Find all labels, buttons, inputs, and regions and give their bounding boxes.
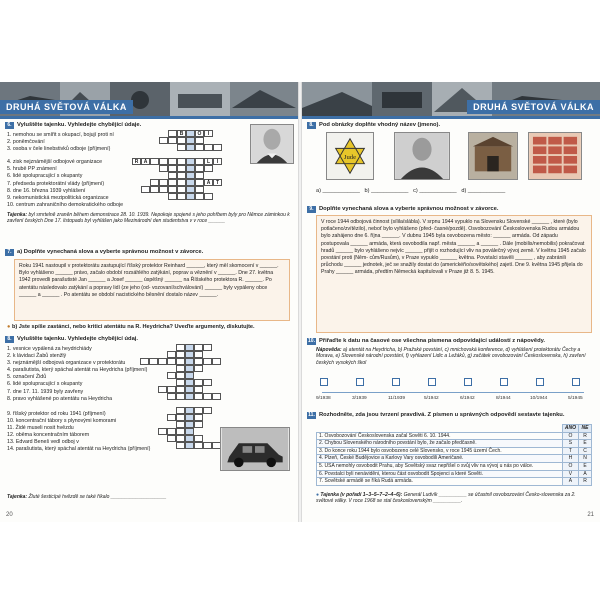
- crossword-cell[interactable]: [194, 421, 203, 428]
- crossword-cell[interactable]: [185, 358, 194, 365]
- crossword-cell[interactable]: [168, 158, 177, 165]
- crossword-cell[interactable]: [167, 358, 176, 365]
- crossword-cell[interactable]: [159, 186, 168, 193]
- fill-text: května. Povstalci stavěli: [458, 255, 514, 262]
- tajenka-text: byl smrtelně zraněn během demonstrace 28. 10. 1939. Nepokoje spojené s jeho pohřbem byly pro Němce záminkou k zavření českých: [7, 212, 290, 225]
- fill-text: (mobilis/nemobilis) pokračovat hradů: [321, 240, 585, 254]
- task-instruction: a) Doplňte vynechaná slova a vyberte správnou možnost v závorce.: [17, 249, 204, 255]
- portrait-photo: [250, 124, 294, 164]
- task-8b-heading: [307, 122, 592, 129]
- crossword-cell[interactable]: [150, 158, 159, 165]
- yellow-star-badge-image: [326, 132, 374, 180]
- crossword-cell[interactable]: [176, 365, 185, 372]
- fill-text: Dne 27. května 1942 provedli parašutisté Jan: [19, 270, 274, 284]
- task-number: 11.: [308, 412, 315, 418]
- table-row: [317, 432, 592, 440]
- timeline-slot[interactable]: [320, 378, 328, 386]
- crossword-cell[interactable]: [159, 158, 168, 165]
- clue: 10. centrum zahraničního demokratického odboje: [7, 201, 124, 208]
- task-number: 8.: [307, 122, 316, 129]
- tajenka-year: v roce: [193, 218, 208, 225]
- crossword-cell[interactable]: [203, 379, 212, 386]
- page-number: 21: [587, 512, 594, 518]
- task-instruction: Přiřaďte k datu na časové ose všechna písmena odpovídající událostí z nápovědy.: [319, 338, 546, 344]
- timeline-slot[interactable]: [572, 378, 580, 386]
- crossword-cell[interactable]: [176, 386, 185, 393]
- crossword-cell[interactable]: [176, 379, 185, 386]
- crossword-cell[interactable]: [195, 186, 204, 193]
- crossword-cell[interactable]: [150, 186, 159, 193]
- task-11-heading: [307, 412, 592, 419]
- crossword-cell[interactable]: [186, 193, 195, 200]
- task-10-hint: [316, 347, 592, 366]
- discussion-icon: ●: [7, 324, 11, 330]
- crossword-cell[interactable]: [159, 137, 168, 144]
- statement: 3. Do konce roku 1944 bylo osvobozeno celé Slovensko, v roce 1945 území Čech.: [317, 447, 563, 455]
- crossword-cell[interactable]: [168, 179, 177, 186]
- crossword-cell[interactable]: [177, 158, 186, 165]
- clue: 7. dne 17. 11. 1939 byly zavřeny: [7, 388, 84, 395]
- crossword-cell[interactable]: [186, 137, 195, 144]
- crossword-cell[interactable]: [168, 137, 177, 144]
- timeline-slot[interactable]: [536, 378, 544, 386]
- banner-title: DRUHÁ SVĚTOVÁ VÁLKA: [0, 100, 133, 114]
- page-number: 20: [6, 512, 13, 518]
- statement: 4. Plzeň, České Budějovice a Karlovy Vary osvobodili Američané.: [317, 455, 563, 463]
- crossword-cell[interactable]: I: [204, 130, 213, 137]
- task-instruction: Rozhodněte, zda jsou tvrzení pravdivá. Z písmen u správných odpovědí sestavte tajenku.: [319, 412, 565, 418]
- right-banner: [302, 82, 600, 116]
- left-page: [0, 82, 298, 522]
- crossword-cell[interactable]: [176, 414, 185, 421]
- crossword-cell[interactable]: T: [213, 179, 222, 186]
- hint-text: a) atentát na Heydricha, b) Pražské povstání, c) mnichovská konference, d) vyhlášení protektorátu Čechy a Morava, e) Slovenské národní povstání, f) vyhlazení Lidic a Ležáků, g) začátek osvobozování Československa, h) zavření českých vysokých škol: [316, 347, 586, 366]
- clue: 14. parašutista, který spáchal atentát na Heydricha (příjmení): [7, 446, 151, 453]
- ano-letter[interactable]: V: [562, 470, 578, 478]
- fill-text: na Říšského protektora R.: [183, 277, 244, 284]
- timeline: [316, 372, 592, 406]
- fill-text: jednotek, ječ se snažily dostat do (americkéño/sovětského) zajetí. Dne 9. května 1945 přijela: [362, 262, 576, 269]
- crossword-cell[interactable]: [195, 172, 204, 179]
- crossword-cell[interactable]: [158, 386, 167, 393]
- banner-title: DRUHÁ SVĚTOVÁ VÁLKA: [467, 100, 600, 114]
- crossword-cell[interactable]: [195, 193, 204, 200]
- crossword-cell[interactable]: [177, 137, 186, 144]
- crossword-cell[interactable]: [168, 172, 177, 179]
- ano-letter[interactable]: A: [562, 478, 578, 486]
- clue: 5. označení Židů: [7, 374, 47, 381]
- answer-label-a: a): [316, 188, 321, 194]
- crossword-cell[interactable]: [167, 393, 176, 400]
- fill-text: a: [37, 291, 41, 298]
- ano-letter[interactable]: S: [562, 440, 578, 448]
- crossword-cell[interactable]: [203, 393, 212, 400]
- task-8-tajenka: Tajenka: Žluté šesticípé hvězdě se také říkalo ____________________: [7, 494, 167, 500]
- crossword-cell[interactable]: [167, 386, 176, 393]
- crossword-cell[interactable]: B: [177, 130, 186, 137]
- clue: 6. lidé spolupracující s okupanty: [7, 173, 83, 180]
- crossword-cell[interactable]: [185, 407, 194, 414]
- ano-letter[interactable]: T: [562, 447, 578, 455]
- fill-text: přijít o rozhodující vliv na poválečný vývoj země. V květnu 1945 začalo povstání proti (Něm-: [321, 247, 586, 262]
- crossword-cell[interactable]: [186, 186, 195, 193]
- task-11-tajenka: ● Tajenka (v pořadí 1–3–5–7–2–4–6): Generál Ludvík __________ se účastnil osvobozování Česko-slovenska za 2. světové války. V roce 1968 se stal československým __________.: [316, 492, 576, 505]
- clue: 4. parašutista, který spáchal atentát na Heydricha (příjmení): [7, 367, 148, 374]
- crossword-cell[interactable]: [167, 372, 176, 379]
- crossword-cell[interactable]: [194, 344, 203, 351]
- fill-text: V dubnu 1945 byla osvobozena město:: [402, 233, 492, 240]
- clue: 9. nekomunistická mezipolitická organizace: [7, 194, 109, 201]
- tajenka-hint: (v pořadí 1–3–5–7–2–4–6):: [340, 492, 403, 498]
- crossword-cell[interactable]: [168, 186, 177, 193]
- crossword-cell[interactable]: [176, 372, 185, 379]
- clue: 4. zisk nejznámější odbojové organizace: [7, 159, 103, 166]
- crossword-cell[interactable]: [158, 358, 167, 365]
- crossword-cell[interactable]: [186, 165, 195, 172]
- ano-letter[interactable]: H: [562, 455, 578, 463]
- timeline-date: 9/1938: [316, 396, 331, 401]
- crossword-cell[interactable]: [177, 193, 186, 200]
- fill-text: Po atentátu následovalo zatýkání a popravy lidí (ze jeho (od-: [19, 277, 272, 291]
- clue: 3. nejznámější odbojová organizace v protektorátu: [7, 360, 126, 367]
- crossword-cell[interactable]: [194, 414, 203, 421]
- task-7-textbox: Roku 1941 nastoupil v protektorátu zastupující říšský protektor Reinhard ______, který měl skomocení v ______. Bylo vyhlášeno ______ právo, začalo období rozsáhlého zatýkání, poprav a věznění v ______. Dne 27. května 1942 provedli parašutisté Jan ______ a Josef ______ úspěšný ______ na Říšského protektora R. ______. Po atentátu následovalo zatýkání a popravy lidí (ze jeho (od- vozovaní/schválování) ______ byly vypáleny obce ______ a ______ . Po atentátu se období nacistického běsnění dostalo název ______.: [14, 259, 290, 321]
- timeline-slot[interactable]: [464, 378, 472, 386]
- clue: 12. oběma koncentračním táborem: [7, 432, 90, 439]
- ne-letter[interactable]: A: [579, 470, 592, 478]
- crossword-cell[interactable]: Á: [204, 179, 213, 186]
- ne-letter[interactable]: C: [579, 447, 592, 455]
- crossword-cell[interactable]: [185, 393, 194, 400]
- crossword-cell[interactable]: [185, 351, 194, 358]
- clue: 1. nemohou se smířit s okupací, bojují proti ní: [7, 132, 114, 138]
- crossword-cell[interactable]: [203, 407, 212, 414]
- timeline-date: 6/1942: [460, 396, 475, 401]
- statement: 1. Osvobozování Československa začal Sověti 6. 10. 1944.: [317, 432, 563, 440]
- answer-label-d: d): [461, 188, 467, 194]
- tajenka-text-2: Dne 17. listopadu byl vyhlášen jako Mezinárodní den studentstva v: [44, 218, 193, 225]
- fill-text: . Dále: [499, 240, 514, 247]
- crossword-cell[interactable]: [176, 442, 185, 449]
- fill-text: běsnění dostalo název: [145, 291, 198, 298]
- table-row: [317, 447, 592, 455]
- task-10-heading: [307, 338, 592, 345]
- crossword-cell[interactable]: [203, 358, 212, 365]
- timeline-slot[interactable]: [500, 378, 508, 386]
- task-instruction: Doplňte vynechaná slova a vyberte správnou možnost v závorce.: [319, 206, 499, 212]
- fill-text: skomocení v: [229, 263, 259, 269]
- crossword-cell[interactable]: [185, 421, 194, 428]
- crossword-cell[interactable]: [150, 179, 159, 186]
- table-row: [317, 478, 592, 486]
- crossword-6: [132, 130, 252, 210]
- crossword-cell[interactable]: [158, 428, 167, 435]
- task-instruction: Pod obrázky doplňte vhodný název (jmeno).: [319, 122, 441, 128]
- right-page: [302, 82, 600, 522]
- crossword-cell[interactable]: [185, 344, 194, 351]
- crossword-cell[interactable]: [195, 158, 204, 165]
- fill-text: postupovala: [321, 240, 349, 247]
- ano-letter[interactable]: O: [562, 462, 578, 470]
- clue: 3. osoba v čele linebstivků odboje (příjmení): [7, 146, 111, 153]
- clue: 1. vesnice vypálená za heydrichiády: [7, 346, 92, 352]
- banner-band: [0, 116, 298, 119]
- crossword-cell[interactable]: [177, 172, 186, 179]
- crossword-cell[interactable]: [176, 421, 185, 428]
- crossword-cell[interactable]: L: [204, 158, 213, 165]
- crossword-cell[interactable]: [176, 351, 185, 358]
- task-instruction: Vyluštěte tajenku. Vyhledejte chybějící údaje.: [17, 122, 142, 128]
- task-number: 9.: [307, 206, 316, 213]
- fill-text: cům/Rusům), v Praze vypuklo: [369, 255, 439, 262]
- crossword-cell[interactable]: [194, 435, 203, 442]
- answer-label-c: c): [413, 188, 418, 194]
- fill-text: armáda. Od západu: [511, 233, 558, 240]
- fill-text: úspěšný: [143, 277, 164, 284]
- crossword-cell[interactable]: [186, 130, 195, 137]
- crossword-cell[interactable]: [203, 442, 212, 449]
- task-6-clues: [7, 132, 147, 209]
- crossword-cell[interactable]: [195, 137, 204, 144]
- crossword-cell[interactable]: [177, 165, 186, 172]
- crossword-cell[interactable]: [195, 144, 204, 151]
- clue: 11. Židé museli nosit hvězdu: [7, 424, 74, 431]
- crossword-cell[interactable]: [185, 372, 194, 379]
- crossword-cell[interactable]: [141, 186, 150, 193]
- task-9-heading: [307, 206, 592, 213]
- timeline-date: 3/1939: [352, 396, 367, 401]
- ne-letter[interactable]: E: [579, 462, 592, 470]
- clue: 8. pravo vyhlášené po atentátu na Heydricha: [7, 395, 113, 402]
- crossword-cell[interactable]: [149, 358, 158, 365]
- crossword-cell[interactable]: [186, 172, 195, 179]
- crossword-cell[interactable]: [176, 428, 185, 435]
- crossword-cell[interactable]: [168, 130, 177, 137]
- crossword-cell[interactable]: [167, 414, 176, 421]
- clue: 13. Edvard Beneš vedl odboj v: [7, 439, 79, 446]
- crossword-cell[interactable]: [176, 358, 185, 365]
- fill-text: . Po atentátu se období nacistického: [60, 291, 145, 298]
- crossword-cell[interactable]: O: [195, 130, 204, 137]
- table-row: [317, 440, 592, 448]
- crossword-cell[interactable]: [176, 344, 185, 351]
- crossword-cell[interactable]: [194, 407, 203, 414]
- timeline-slot[interactable]: [356, 378, 364, 386]
- clue: 5. hrubě PP známení: [7, 166, 57, 173]
- crossword-cell[interactable]: [195, 179, 204, 186]
- fill-text: , aby zabránili průchodu: [321, 255, 566, 269]
- crossword-cell[interactable]: [194, 351, 203, 358]
- crossword-cell[interactable]: [167, 435, 176, 442]
- fill-text: armáda, předtím Německá kapitulovali v Praze již 8. 5. 1945.: [354, 269, 495, 276]
- crossword-cell[interactable]: [140, 358, 149, 365]
- true-false-table: [316, 424, 592, 486]
- crossword-cell[interactable]: [194, 386, 203, 393]
- task-7-heading: [5, 249, 290, 256]
- task-number: 8.: [5, 336, 14, 343]
- fill-text: V roce 1944 odbojová činnost (sílila/slábla). V srpnu 1944 vypuklo na Slovensku Slovenské: [321, 219, 531, 225]
- crossword-cell[interactable]: [185, 386, 194, 393]
- task-6-heading: [5, 122, 245, 129]
- crossword-cell[interactable]: [195, 165, 204, 172]
- task-7b-text: b) Jste spíše zastánci, nebo kritici atentátu na R. Heydricha? Uveďte argumenty, diskutujte.: [11, 324, 255, 330]
- crossword-cell[interactable]: [212, 358, 221, 365]
- table-row: [317, 455, 592, 463]
- timeline-date: 8/1944: [496, 396, 511, 401]
- crossword-cell[interactable]: [185, 379, 194, 386]
- fill-text: Bylo vyhlášeno: [19, 270, 54, 277]
- task-number: 10.: [308, 338, 315, 344]
- task-6-tajenka: Tajenka: byl smrtelně zraněn během demonstrace 28. 10. 1939. Nepokoje spojené s jeho pohřbem byly pro Němce záminkou k zavření českých Dne 17. listopadu byl vyhlášen jako Mezinárodní den studentstva v v roce ______: [7, 212, 290, 225]
- task-number: 7.: [5, 249, 14, 256]
- car-photo: [220, 427, 290, 471]
- timeline-date: 11/1939: [388, 396, 405, 401]
- tajenka-text: Generál Ludvík: [403, 492, 438, 498]
- crossword-cell[interactable]: [167, 351, 176, 358]
- crossword-cell[interactable]: [213, 144, 222, 151]
- svg-text:Jude: Jude: [343, 153, 357, 161]
- discussion-icon: ●: [316, 492, 320, 498]
- fill-text: právo, začalo období rozsáhlého zatýkání,: [74, 270, 172, 277]
- ne-letter[interactable]: N: [579, 455, 592, 463]
- crossword-cell[interactable]: [159, 179, 168, 186]
- fill-text: , které (bylo potlačeno/zvítězilo), neboť bylo vyhlášeno (před-: [321, 219, 578, 233]
- fill-text: Roku 1941 nastoupil v protektorátu zastupující říšský protektor Reinhard: [19, 263, 186, 269]
- clue: 10. koncentrační tábory s plynovými komorami: [7, 417, 117, 424]
- table-row: [317, 470, 592, 478]
- crossword-cell[interactable]: [177, 144, 186, 151]
- fill-text: časné/pozdě). Osvobozování Československa Rudou armádou bylo zahájeno dne 6. října: [321, 226, 580, 240]
- clue: 8. dne 16. března 1939 vyhlášení: [7, 187, 86, 194]
- task-8b-answers: a) ____________ b) ____________ c) ____________ d) ____________: [316, 188, 506, 194]
- crossword-cell[interactable]: [186, 144, 195, 151]
- col-ne: NE: [579, 425, 592, 433]
- crossword-cell[interactable]: [185, 414, 194, 421]
- timeline-date: 10/1944: [530, 396, 548, 401]
- crossword-cell[interactable]: [185, 428, 194, 435]
- fill-text: armáda, která osvobodila např. města: [369, 240, 457, 247]
- timeline-date: 5/1942: [424, 396, 439, 401]
- fill-text: a: [476, 240, 480, 247]
- task-8-clues: [7, 346, 157, 453]
- tajenka-label: Tajenka: [320, 492, 339, 498]
- camp-gate-image: [468, 132, 518, 180]
- crossword-cell[interactable]: [177, 179, 186, 186]
- portrait-image: [394, 132, 450, 180]
- ne-letter[interactable]: R: [579, 432, 592, 440]
- crossword-8: [140, 344, 250, 494]
- tajenka-label: Tajenka:: [7, 494, 28, 500]
- fill-text: vozovaní/schválování): [151, 284, 204, 291]
- task-instruction: Vyluštěte tajenku. Vyhledejte chybějící údaj.: [17, 336, 139, 342]
- tajenka-label: Tajenka:: [7, 212, 28, 218]
- statement: 6. Povstalci byli nenáviděni, kterou část osvobodit Spojenci a které Sověti.: [317, 470, 563, 478]
- crossword-cell[interactable]: [177, 186, 186, 193]
- answer-label-b: b): [364, 188, 370, 194]
- crossword-cell[interactable]: [204, 193, 213, 200]
- clue: 2. poněmčování: [7, 139, 45, 146]
- crossword-cell[interactable]: [176, 435, 185, 442]
- crossword-cell[interactable]: [176, 393, 185, 400]
- fill-text: bylo vyhlášeno nejvíc: [354, 247, 404, 254]
- crossword-cell[interactable]: [194, 365, 203, 372]
- crossword-cell[interactable]: [194, 393, 203, 400]
- left-banner: [0, 82, 298, 116]
- timeline-slot[interactable]: [428, 378, 436, 386]
- textbook-spread: [0, 82, 600, 522]
- crossword-cell[interactable]: [186, 179, 195, 186]
- crossword-cell[interactable]: A: [141, 158, 150, 165]
- crossword-cell[interactable]: [185, 365, 194, 372]
- crossword-cell[interactable]: [204, 144, 213, 151]
- tajenka-text: Žluté šesticípé hvězdě se také říkalo: [28, 494, 110, 500]
- crossword-cell[interactable]: [204, 165, 213, 172]
- clue: 2. k lávidaci Žabů stenžlý: [7, 353, 67, 360]
- crossword-cell[interactable]: [185, 442, 194, 449]
- fill-text: a Josef: [106, 277, 124, 284]
- statement: 7. Sovětské armádě se říká Rudá armáda.: [317, 478, 563, 486]
- tajenka-text-2: se účastnil osvobozování Česko-slovenska za 2. světové války. V roce 1968 se stal československým: [316, 492, 576, 505]
- crossword-cell[interactable]: [159, 165, 168, 172]
- fill-text: poprav a věznění v: [172, 270, 217, 277]
- crossword-cell[interactable]: [194, 379, 203, 386]
- crossword-cell[interactable]: [185, 435, 194, 442]
- crossword-cell[interactable]: [203, 344, 212, 351]
- clue: 6. lidé spolupracující s okupanty: [7, 381, 83, 388]
- crossword-cell[interactable]: I: [213, 158, 222, 165]
- ano-letter[interactable]: O: [562, 432, 578, 440]
- task-7b: [7, 324, 291, 331]
- ration-card-image: [528, 132, 582, 180]
- timeline-date: 5/1945: [568, 396, 583, 401]
- fill-text: byly vypáleny obce: [223, 284, 268, 291]
- task-number: 6.: [5, 122, 14, 129]
- crossword-cell[interactable]: [194, 442, 203, 449]
- hint-label: Nápověda:: [316, 347, 342, 353]
- crossword-cell[interactable]: [194, 358, 203, 365]
- col-ano: ANO: [562, 425, 578, 433]
- crossword-cell[interactable]: [168, 165, 177, 172]
- table-row: [317, 462, 592, 470]
- statement: 5. USA nemohly osvobodit Prahu, aby Sovětský svaz nepřišel o svůj vliv na vývoj u nás po válce.: [317, 462, 563, 470]
- timeline-slot[interactable]: [392, 378, 400, 386]
- crossword-cell[interactable]: [167, 428, 176, 435]
- task-9-textbox: V roce 1944 odbojová činnost (sílila/slábla). V srpnu 1944 vypuklo na Slovensku Slovenské ______ , které (bylo potlačeno/zvítězilo), neboť bylo vyhlášeno (před- časné/pozdě). Osvobozování Československa Rudou armádou bylo zahájeno dne 6. října ______. V dubnu 1945 byla osvobozena město: ______ armáda. Od západu postupovala ______ armáda, která osvobodila např. města ______ a ______ . Dále (mobilis/nemobilis) pokračovat hradů ______ bylo vyhlášeno nejvíc ______ přijít o rozhodující vliv na poválečný vývoj země. V květnu 1945 začalo povstání proti (Něm- cům/Rusům), v Praze vypuklo ______ května. Povstalci stavěli ______ , aby zabránili průchodu ______ jednotek, ječ se snažily dostat do (americkéño/sovětského) zajetí. Dne 9. května 1945 přijela do Prahy ______ armáda, předtím Německá kapitulovali v Praze již 8. 5. 1945.: [316, 215, 592, 333]
- clue: 9. říšský protektor od roku 1941 (příjmení): [7, 410, 106, 417]
- ne-letter[interactable]: R: [579, 478, 592, 486]
- crossword-cell[interactable]: [212, 393, 221, 400]
- crossword-cell[interactable]: [186, 158, 195, 165]
- crossword-cell[interactable]: R: [132, 158, 141, 165]
- banner-band: [302, 116, 600, 119]
- crossword-cell[interactable]: [168, 193, 177, 200]
- timeline-axis: [322, 392, 584, 393]
- ne-letter[interactable]: E: [579, 440, 592, 448]
- crossword-cell[interactable]: [176, 407, 185, 414]
- task-8-heading: [5, 336, 245, 343]
- fill-text: do Prahy: [321, 262, 583, 276]
- clue: 7. předseda protektorátní vlády (příjmení): [7, 180, 105, 187]
- statement: 2. Chybou Slovenského národního povstání bylo, že začalo předčasně.: [317, 440, 563, 448]
